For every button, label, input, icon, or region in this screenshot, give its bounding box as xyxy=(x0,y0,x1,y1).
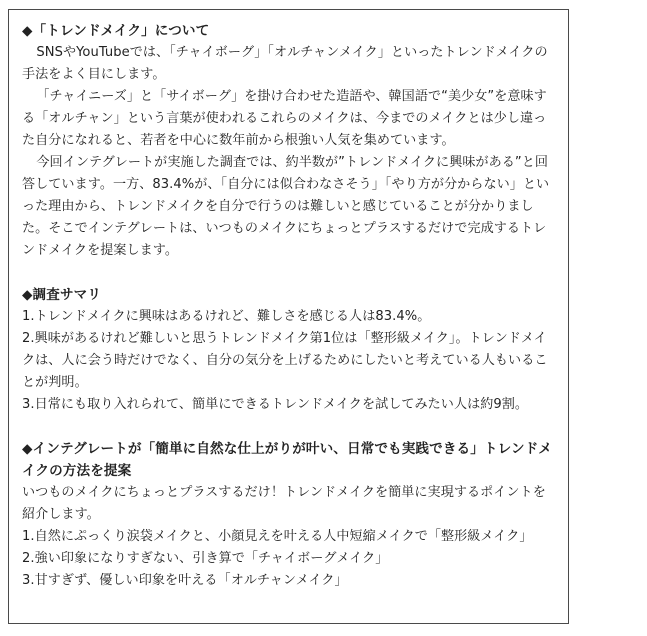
paragraph-survey: 今回インテグレートが実施した調査では、約半数が”トレンドメイクに興味がある”と回答しています。一方、83.4%が、「自分には似合わなさそう」「やり方が分からない」といった理由から、トレンドメイクを自分で行うのは難しいと感じていることが分かりました。そこでインテグレートは、いつものメイクにちょっとプラスするだけで完成するトレンドメイクを提案します。 xyxy=(22,155,550,258)
section-heading-trend-makeup: ◆「トレンドメイク」について xyxy=(22,23,210,39)
section-proposal xyxy=(22,438,557,592)
proposal-intro: いつものメイクにちょっとプラスするだけ！トレンドメイクを簡単に実現するポイントを紹介します。 xyxy=(22,485,546,522)
article-box xyxy=(8,9,569,624)
proposal-item-3: 3.甘すぎず、優しい印象を叶える「オルチャンメイク」 xyxy=(22,573,348,588)
proposal-item-2: 2.強い印象になりすぎない、引き算で「チャイボーグメイク」 xyxy=(22,551,389,566)
summary-item-2: 2.興味があるけれど難しいと思うトレンドメイク第1位は「整形級メイク」。トレンドメイクは、人に会う時だけでなく、自分の気分を上げるためにしたいと考えている人もいることが判明。 xyxy=(22,331,548,390)
section-heading-proposal: ◆インテグレートが「簡単に自然な仕上がりが叶い、日常でも実践できる」トレンドメイクの方法を提案 xyxy=(22,441,552,479)
summary-item-3: 3.日常にも取り入れられて、簡単にできるトレンドメイクを試してみたい人は約9割。 xyxy=(22,397,529,412)
summary-item-1: 1.トレンドメイクに興味はあるけれど、難しさを感じる人は83.4%。 xyxy=(22,309,431,324)
section-trend-makeup xyxy=(22,20,557,262)
spacer xyxy=(22,262,557,284)
section-survey-summary xyxy=(22,284,557,416)
section-heading-survey-summary: ◆調査サマリ xyxy=(22,287,102,303)
proposal-item-1: 1.自然にぷっくり涙袋メイクと、小顔見えを叶える人中短縮メイクで「整形級メイク」 xyxy=(22,529,533,544)
paragraph-origin: 「チャイニーズ」と「サイボーグ」を掛け合わせた造語や、韓国語で“美少女”を意味する「オルチャン」という言葉が使われるこれらのメイクは、今までのメイクとは少し違った自分になれると、若者を中心に数年前から根強い人気を集めています。 xyxy=(22,89,547,148)
paragraph-intro: SNSやYouTubeでは、「チャイボーグ」「オルチャンメイク」といったトレンドメイクの手法をよく目にします。 xyxy=(22,45,548,82)
spacer xyxy=(22,416,557,438)
